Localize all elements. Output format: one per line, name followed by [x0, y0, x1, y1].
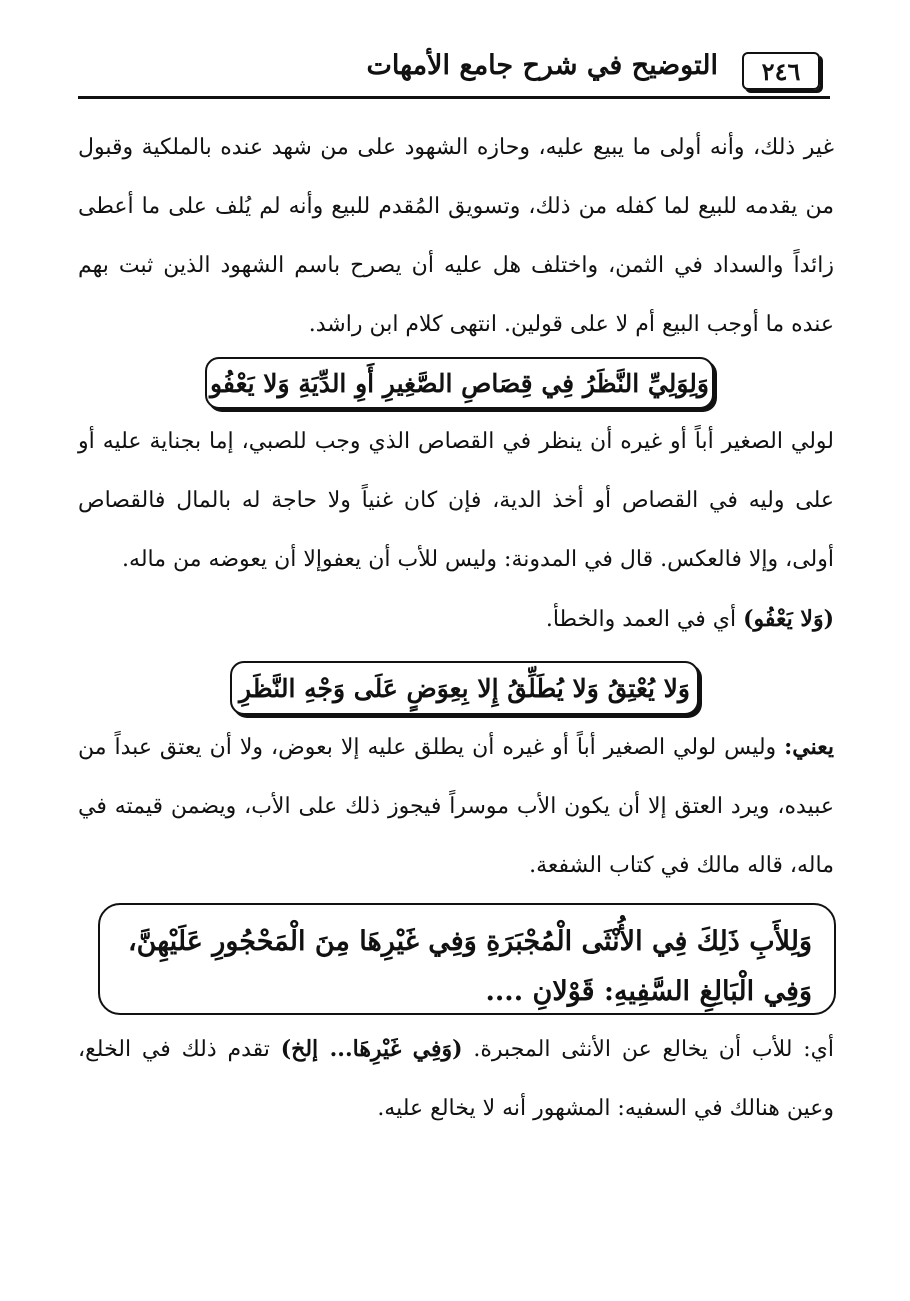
paragraph-khul-commentary	[78, 1020, 834, 1138]
page-number: ٢٤٦	[742, 52, 820, 90]
commentary-text: أي في العمد والخطأ.	[545, 607, 744, 632]
paragraph-itq-commentary	[78, 718, 834, 895]
matn-text: وَلا يُعْتِقُ وَلا يُطَلِّقُ إِلا بِعِوَضٍ عَلَى وَجْهِ النَّظَرِ	[238, 673, 691, 703]
paragraph-ibn-rashid-quote: غير ذلك، وأنه أولى ما يبيع عليه، وحازه الشهود على من شهد عنده بالملكية وقبول من يقدمه للبيع لما كفله من ذلك، وتسويق المُقدم للبيع وأنه لم يُلف على ما أعطى زائداً والسداد في الثمن، واختلف هل عليه أن يصرح باسم الشهود الذين ثبت بهم عنده ما أوجب البيع أم لا على قولين. انتهى كلام ابن راشد.	[78, 135, 834, 337]
commentary-text: وليس لولي الصغير أباً أو غيره أن يطلق عليه إلا بعوض، ولا أن يعتق عبداً من عبيده، ويرد العتق إلا أن يكون الأب موسراً فيجوز ذلك على الأب، ويضمن قيمته في ماله، قاله مالك في كتاب الشفعة.	[78, 735, 834, 878]
matn-quote: (وَفِي غَيْرِهَا... إلخ)	[280, 1036, 463, 1062]
header-divider	[78, 96, 830, 99]
book-title: التوضيح في شرح جامع الأمهات	[366, 50, 718, 81]
matn-box-qisas	[205, 357, 714, 409]
matn-line: وَلِلأَبِ ذَلِكَ فِي الأُنْثَى الْمُجْبَرَةِ وَفِي غَيْرِهَا مِنَ الْمَحْجُورِ عَلَيْهِنَّ،	[127, 926, 812, 957]
matn-line: وَفِي الْبَالِغِ السَّفِيهِ: قَوْلانِ ....	[485, 976, 812, 1007]
matn-box-father-khul	[98, 903, 836, 1015]
commentary-lead: يعني:	[784, 734, 834, 760]
paragraph-la-yafu	[78, 590, 834, 649]
commentary-text: تقدم ذلك في الخلع، وعين هنالك في السفيه: المشهور أنه لا يخالع عليه.	[78, 1037, 834, 1121]
paragraph-qisas-commentary: لولي الصغير أباً أو غيره أن ينظر في القصاص الذي وجب للصبي، إما بجناية عليه أو على وليه في القصاص أو أخذ الدية، فإن كان غنياً ولا حاجة له بالمال فالقصاص أولى، وإلا فالعكس. قال في المدونة: وليس للأب أن يعفوإلا أن يعوضه من ماله.	[78, 429, 834, 572]
commentary-text: أي: للأب أن يخالع عن الأنثى المجبرة.	[462, 1037, 834, 1062]
matn-quote: (وَلا يَعْفُو)	[743, 606, 834, 632]
matn-text: وَلِوَلِيِّ النَّظَرُ فِي قِصَاصِ الصَّغِيرِ أَوِ الدِّيَةِ وَلا يَعْفُو	[210, 368, 709, 398]
matn-box-itq-talaq	[230, 661, 699, 715]
page-header	[78, 50, 830, 98]
